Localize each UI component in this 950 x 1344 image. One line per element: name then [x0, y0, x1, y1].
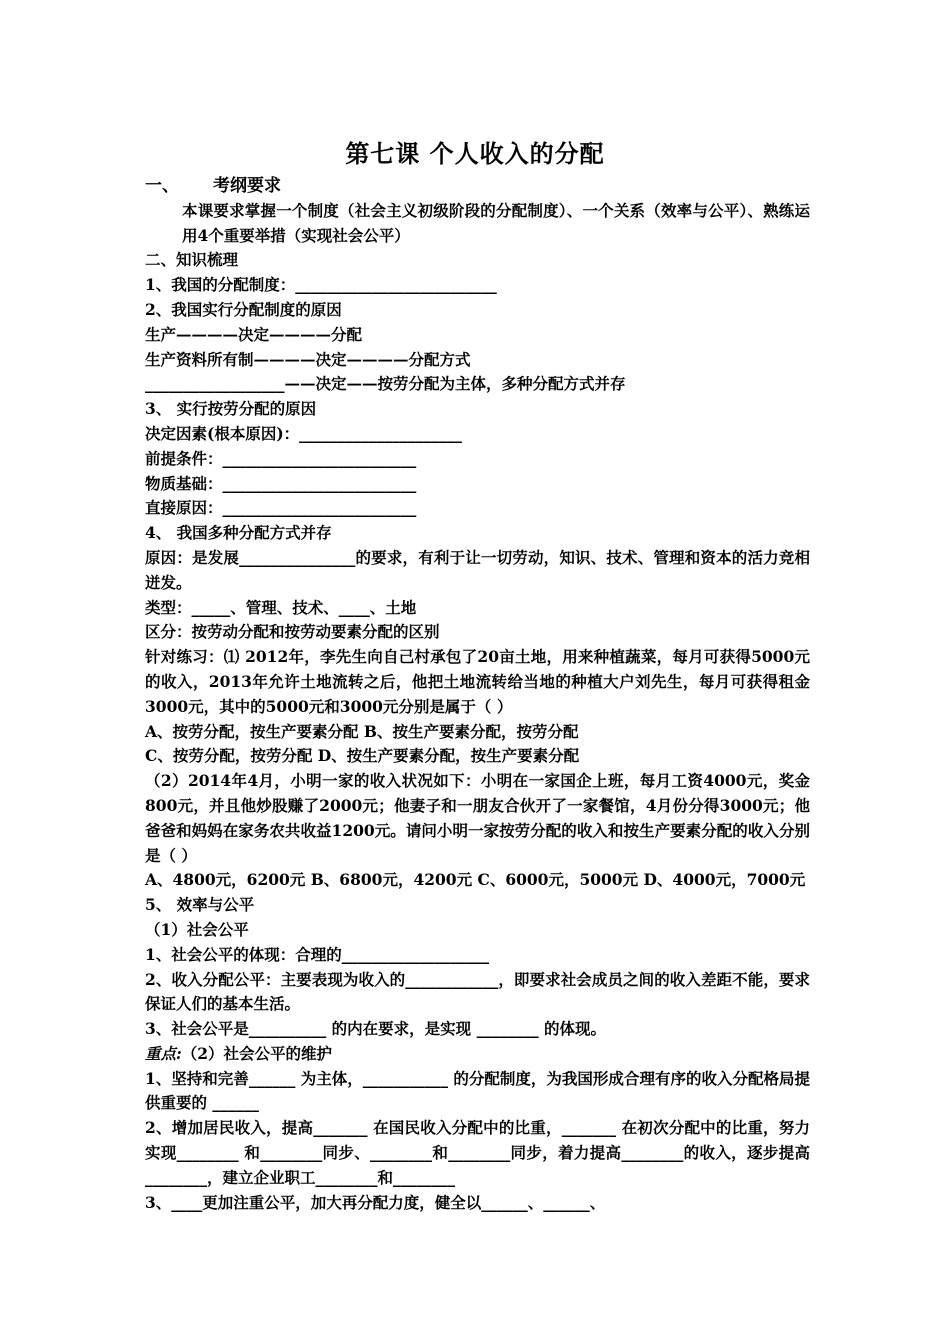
- text-line: 2、我国实行分配制度的原因: [145, 299, 342, 319]
- exercise-question-2: （2）2014年4月，小明一家的收入状况如下：小明在一家国企上班，每月工资4000元，奖金800元，并且他炒股赚了2000元；他妻子和一朋友合伙开了一家餐馆，4月份分得3000元；他爸爸和妈妈在家务农共收益1200元。请问小明一家按劳分配的收入和按生产要素分配的收入分别是（ ）: [145, 771, 810, 865]
- text-line: __________________——决定——按劳分配为主体，多种分配方式并存: [145, 374, 626, 394]
- text-line: 决定因素(根本原因)：_____________________: [145, 423, 462, 443]
- text-line: 前提条件：_________________________: [145, 448, 417, 468]
- text-line: 直接原因：_________________________: [145, 498, 417, 518]
- text-line: 5、 效率与公平: [145, 895, 255, 915]
- text-line: 1、我国的分配制度：__________________________: [145, 275, 497, 295]
- emphasis-label: 重点:: [145, 1043, 182, 1063]
- answer-options: C、按劳分配，按劳分配 D、按生产要素分配，按生产要素分配: [145, 746, 580, 766]
- document-body: [145, 174, 810, 1215]
- text-line: 4、 我国多种分配方式并存: [145, 523, 332, 543]
- text-line: 3、 实行按劳分配的原因: [145, 399, 317, 419]
- text-paragraph: 原因：是发展_______________的要求，有利于让一切劳动，知识、技术、管理和资本的活力竞相迸发。: [145, 547, 810, 592]
- text-line: 物质基础：_________________________: [145, 473, 417, 493]
- text-paragraph: 2、增加居民收入，提高_______ 在国民收入分配中的比重，_______ 在初次分配中的比重，努力实现________ 和________同步、________和________同步，着力提高________的收入，逐步提高________，建立企业职工________和________: [145, 1118, 810, 1187]
- subheading: （2）社会公平的维护: [181, 1043, 333, 1063]
- section-heading-2: 二、知识梳理: [145, 250, 239, 270]
- text-line: 类型：_____、管理、技术、____、土地: [145, 597, 417, 617]
- page-title: 第七课 个人收入的分配: [345, 139, 605, 168]
- text-line: 区分：按劳动分配和按劳动要素分配的区别: [145, 622, 440, 642]
- syllabus-requirement: 本课要求掌握一个制度（社会主义初级阶段的分配制度）、一个关系（效率与公平）、熟练运用4个重要举措（实现社会公平）: [182, 200, 810, 245]
- exercise-question-1: 针对练习：⑴ 2012年，李先生向自己村承包了20亩土地，用来种植蔬菜，每月可获得5000元的收入，2013年允许土地流转之后，他把土地流转给当地的种植大户刘先生，每月可获得租金3000元，其中的5000元和3000元分别是属于（ ）: [145, 647, 810, 716]
- text-line: 3、社会公平是__________ 的内在要求，是实现 ________ 的体现。: [145, 1019, 606, 1039]
- text-paragraph: 1、坚持和完善______ 为主体，___________ 的分配制度，为我国形成合理有序的收入分配格局提供重要的 ______: [145, 1068, 810, 1113]
- section-label: 考纲要求: [213, 176, 281, 196]
- section-number: 一、: [145, 176, 179, 196]
- text-paragraph: 2、收入分配公平：主要表现为收入的____________，即要求社会成员之间的收入差距不能，要求保证人们的基本生活。: [145, 969, 810, 1014]
- text-line: 3、____更加注重公平，加大再分配力度，健全以______、______、: [145, 1192, 606, 1212]
- answer-options: A、按劳分配，按生产要素分配 B、按生产要素分配，按劳分配: [145, 721, 579, 741]
- text-line: 生产资料所有制————决定————分配方式: [145, 349, 471, 369]
- text-line: 生产————决定————分配: [145, 324, 363, 344]
- text-line: （1）社会公平: [145, 919, 249, 939]
- answer-options: A、4800元，6200元 B、6800元，4200元 C、6000元，5000元 D、4000元，7000元: [145, 870, 806, 890]
- text-line: 1、社会公平的体现：合理的___________________: [145, 944, 490, 964]
- section-heading-1: [145, 174, 810, 199]
- text-line: [145, 1042, 810, 1067]
